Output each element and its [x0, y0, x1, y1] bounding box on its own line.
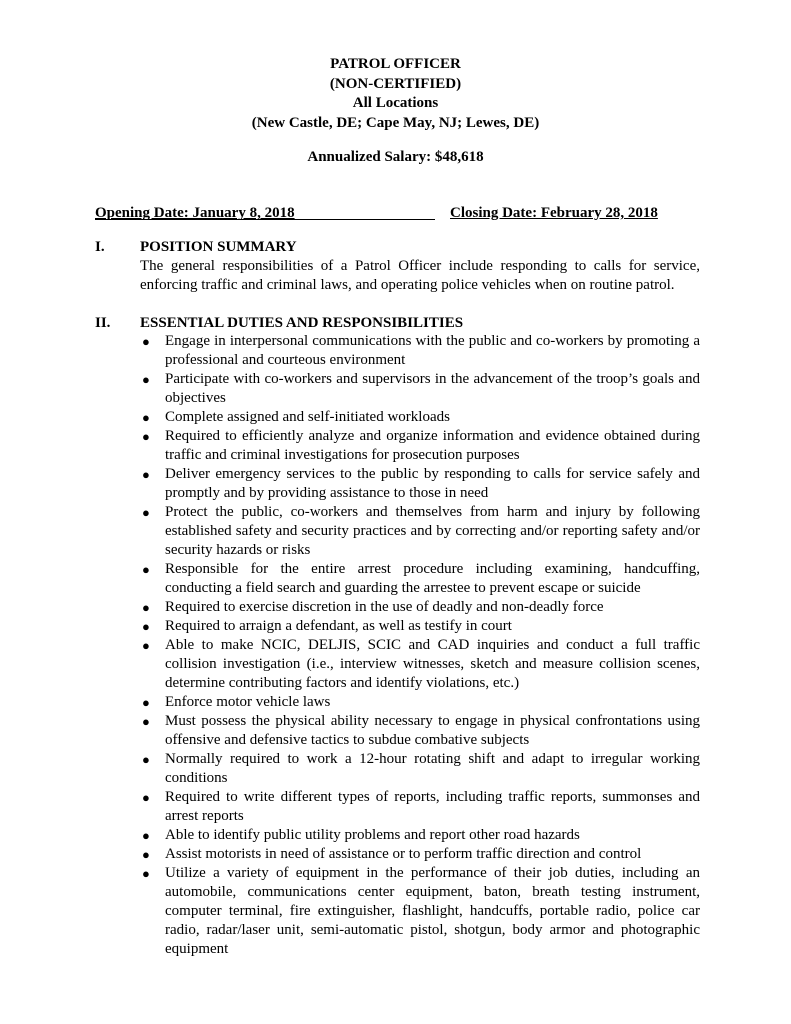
bullet-icon: ● [142, 600, 150, 615]
bullet-icon: ● [142, 828, 150, 843]
duty-list-item [140, 864, 700, 959]
bullet-icon: ● [142, 714, 150, 729]
locations-list: (New Castle, DE; Cape May, NJ; Lewes, DE) [251, 114, 540, 131]
section-number: I. [95, 239, 105, 255]
bullet-icon: ● [142, 866, 150, 881]
bullet-icon: ● [142, 372, 150, 387]
duty-list-item [140, 560, 700, 598]
duty-list-item [140, 826, 700, 845]
duty-text: Complete assigned and self-initiated workloads [165, 409, 450, 425]
bullet-icon: ● [142, 752, 150, 767]
duty-text: Normally required to work a 12-hour rotating shift and adapt to irregular working conditions [165, 751, 700, 786]
section-number: II. [95, 315, 111, 331]
duty-list-item [140, 617, 700, 636]
position-summary-text: The general responsibilities of a Patrol Officer include responding to calls for service, enforcing traffic and criminal laws, and operating police vehicles when on routine patrol. [140, 258, 700, 293]
bullet-icon: ● [142, 562, 150, 577]
duty-text: Required to arraign a defendant, as well as testify in court [165, 618, 512, 634]
duty-text: Enforce motor vehicle laws [165, 694, 331, 710]
duty-text: Assist motorists in need of assistance or to perform traffic direction and control [165, 846, 642, 862]
duty-list-item [140, 598, 700, 617]
duty-text: Required to efficiently analyze and organize information and evidence obtained during traffic and criminal investigations for prosecution purposes [165, 428, 700, 463]
duty-list-item [140, 370, 700, 408]
opening-date: Opening Date: January 8, 2018 [95, 205, 295, 221]
duty-text: Required to write different types of reports, including traffic reports, summonses and arrest reports [165, 789, 700, 824]
bullet-icon: ● [142, 638, 150, 653]
bullet-icon: ● [142, 467, 150, 482]
duty-text: Protect the public, co-workers and themselves from harm and injury by following established safety and security practices and by correcting and/or reporting safety and/or security hazards or risks [165, 504, 700, 558]
duty-list-item [140, 636, 700, 693]
duty-list-item [140, 465, 700, 503]
duty-text: Able to make NCIC, DELJIS, SCIC and CAD inquiries and conduct a full traffic collision investigation (i.e., interview witnesses, sketch and measure collision scenes, determine contributing factors and identify violations, etc.) [165, 637, 700, 691]
section-title: POSITION SUMMARY [140, 239, 297, 255]
bullet-icon: ● [142, 790, 150, 805]
duty-list-item [140, 845, 700, 864]
duty-list-item [140, 750, 700, 788]
duty-list-item [140, 503, 700, 560]
closing-date: Closing Date: February 28, 2018 [450, 205, 658, 221]
bullet-icon: ● [142, 695, 150, 710]
annualized-salary: Annualized Salary: $48,618 [307, 149, 484, 165]
bullet-icon: ● [142, 410, 150, 425]
duty-text: Responsible for the entire arrest procedure including examining, handcuffing, conducting a field search and guarding the arrestee to prevent escape or suicide [165, 561, 700, 596]
duty-list-item [140, 332, 700, 370]
bullet-icon: ● [142, 619, 150, 634]
duty-list-item [140, 427, 700, 465]
bullet-icon: ● [142, 429, 150, 444]
bullet-icon: ● [142, 334, 150, 349]
certification-status: (NON-CERTIFIED) [329, 75, 462, 92]
duty-list-item [140, 788, 700, 826]
bullet-icon: ● [142, 505, 150, 520]
duty-text: Must possess the physical ability necessary to engage in physical confrontations using offensive and defensive tactics to subdue combative subjects [165, 713, 700, 748]
duty-text: Engage in interpersonal communications with the public and co-workers by promoting a professional and courteous environment [165, 333, 700, 368]
locations-label: All Locations [352, 95, 439, 111]
duties-list [140, 332, 700, 959]
duty-text: Deliver emergency services to the public by responding to calls for service safely and promptly and by providing assistance to those in need [165, 466, 700, 501]
duty-text: Able to identify public utility problems and report other road hazards [165, 827, 580, 843]
duty-text: Required to exercise discretion in the use of deadly and non-deadly force [165, 599, 604, 615]
duty-list-item [140, 693, 700, 712]
job-header [0, 55, 791, 133]
section-title: ESSENTIAL DUTIES AND RESPONSIBILITIES [140, 315, 464, 331]
job-title: PATROL OFFICER [330, 56, 461, 72]
duty-list-item [140, 408, 700, 427]
bullet-icon: ● [142, 847, 150, 862]
duty-text: Participate with co-workers and supervisors in the advancement of the troop’s goals and objectives [165, 371, 700, 406]
duty-list-item [140, 712, 700, 750]
duty-text: Utilize a variety of equipment in the performance of their job duties, including an automobile, communications center equipment, baton, breath testing instrument, computer terminal, fire extinguisher, flashlight, handcuffs, portable radio, police car radio, radar/laser unit, semi-automatic pistol, shotgun, body armor and photographic equipment [165, 865, 700, 957]
